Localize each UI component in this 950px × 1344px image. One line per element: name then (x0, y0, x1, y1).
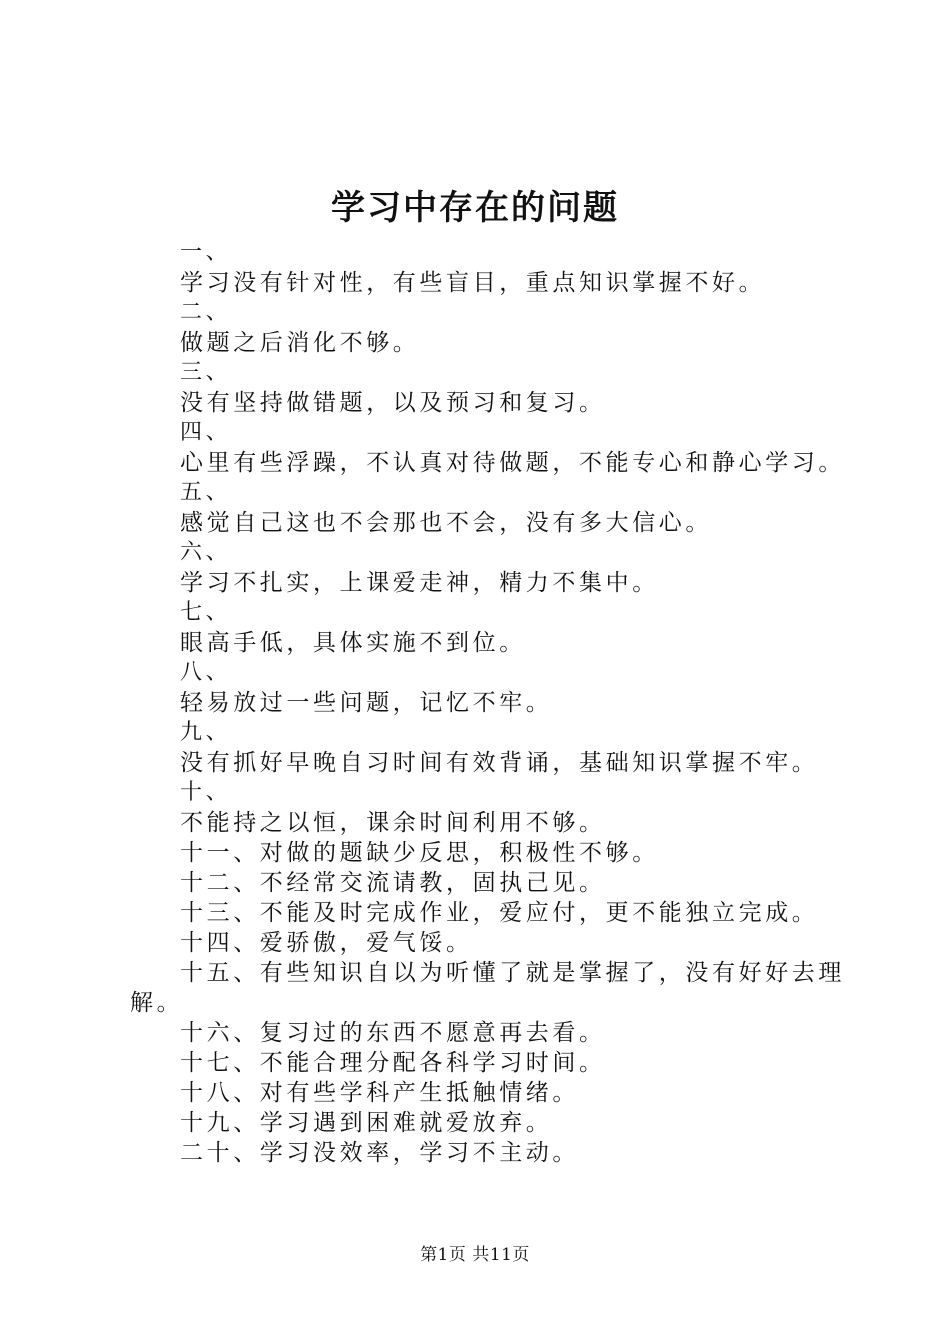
item-marker: 四、 (180, 420, 232, 445)
item-text: 没有抓好早晚自习时间有效背诵，基础知识掌握不牢。 (180, 750, 819, 776)
list-item: 二十、学习没效率，学习不主动。 (180, 1140, 579, 1166)
item-text: 没有坚持做错题，以及预习和复习。 (180, 390, 606, 416)
page-footer: 第1页 共11页 (420, 1245, 530, 1265)
item-marker: 八、 (180, 660, 232, 685)
item-marker: 三、 (180, 360, 232, 385)
list-item: 十三、不能及时完成作业，爱应付，更不能独立完成。 (180, 900, 819, 926)
list-item (130, 538, 835, 598)
item-text-first-line: 十五、有些知识自以为听懂了就是掌握了，没有好好去理 (180, 960, 845, 986)
list-item (130, 598, 835, 658)
list-item (130, 418, 845, 478)
list-item: 十九、学习遇到困难就爱放弃。 (180, 1110, 553, 1136)
list-item: 十七、不能合理分配各科学习时间。 (180, 1050, 606, 1076)
list-item: 十六、复习过的东西不愿意再去看。 (180, 1020, 606, 1046)
item-marker: 九、 (180, 720, 232, 745)
item-text: 感觉自己这也不会那也不会，没有多大信心。 (180, 510, 712, 536)
item-marker: 二、 (180, 300, 232, 325)
item-text: 轻易放过一些问题，记忆不牢。 (180, 690, 553, 716)
list-item (130, 358, 835, 418)
item-marker: 七、 (180, 600, 232, 625)
list-item (130, 718, 835, 778)
item-marker: 五、 (180, 480, 232, 505)
document-title: 学习中存在的问题 (331, 188, 619, 228)
list-item (130, 298, 835, 358)
list-item (130, 478, 835, 538)
item-text: 学习不扎实，上课爱走神，精力不集中。 (180, 570, 659, 596)
item-text: 心里有些浮躁，不认真对待做题，不能专心和静心学习。 (180, 450, 845, 476)
list-item: 十八、对有些学科产生抵触情绪。 (180, 1080, 579, 1106)
list-item: 十四、爱骄傲，爱气馁。 (180, 930, 473, 956)
list-item (130, 658, 835, 718)
item-text: 眼高手低，具体实施不到位。 (180, 630, 526, 656)
item-marker: 一、 (180, 240, 232, 265)
item-text: 不能持之以恒，课余时间利用不够。 (180, 810, 606, 836)
item-text: 学习没有针对性，有些盲目，重点知识掌握不好。 (180, 270, 766, 296)
list-item: 十二、不经常交流请教，固执己见。 (180, 870, 606, 896)
list-item (130, 238, 835, 298)
list-item: 十一、对做的题缺少反思，积极性不够。 (180, 840, 659, 866)
list-item (130, 778, 835, 838)
item-text-continuation: 解。 (130, 990, 184, 1016)
item-marker: 六、 (180, 540, 232, 565)
item-marker: 十、 (180, 780, 232, 805)
document-body (130, 238, 845, 1168)
item-text: 做题之后消化不够。 (180, 330, 420, 356)
list-item-wrapped (130, 958, 845, 1018)
